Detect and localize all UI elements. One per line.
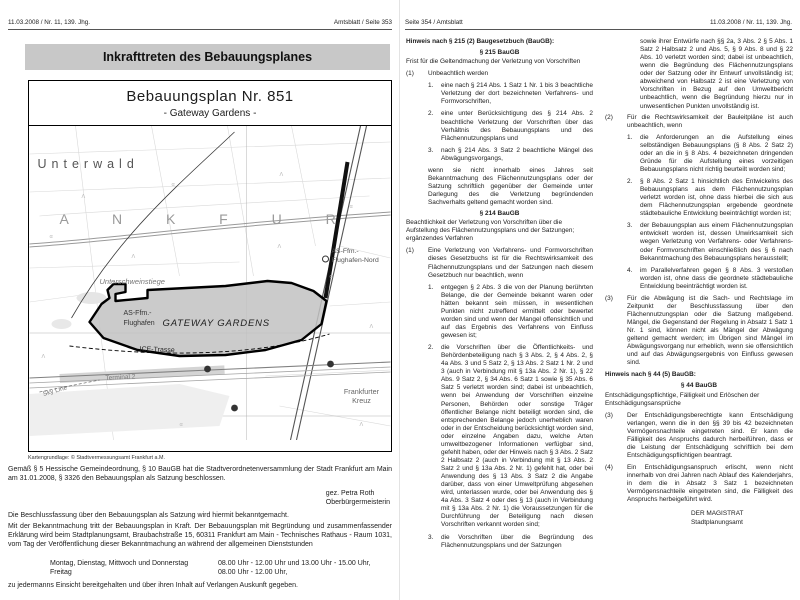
list-text: Für die Rechtswirksamkeit der Bauleitpläne ist auch unbeachtlich, wenn <box>627 113 793 129</box>
list-text: die Vorschriften über die Öffentlichkeits- und Behördenbeteiligung nach § 3 Abs. 2, § 4 Abs. 2, § 4a Abs. 3 und 5 Satz 2, § 13 Abs. 2 Satz 1 Nr. 2 und 3 (auch in Verbindung mit § 13a Abs. 2 Nr. 1), § 22 Abs. 9 Satz 2, § 34 Abs. 6 Satz 1 sowie § 35 Abs. 6 Satz 5 verletzt worden sind; dabei ist unbeachtlich, wenn bei Anwendung der Vorschriften einzelne Personen, Behörden oder sonstige Träger öffentlicher Belange nicht beteiligt worden sind, die entsprechenden Belange jedoch unerheblich waren oder in der Entscheidung berücksichtigt worden sind, oder einzelne Angaben dazu, welche Arten umweltbezogener Informationen verfügbar sind, gefehlt haben, oder der Hinweis nach § 3 Abs. 2 Satz 2 Halbsatz 2 (auch in Verbindung mit § 13 Abs. 2 Satz 2 und § 13a Abs. 2 Nr. 1) gefehlt hat, oder bei Anwendung des § 13 Abs. 3 Satz 2 die Angabe darüber, dass von einer Umweltprüfung abgesehen wird, unterlassen wurde, oder bei Anwendung des § 4a Abs. 3 Satz 4 oder des § 13 (auch in Verbindung mit § 13a Abs. 2 Nr. 1) die Voraussetzungen für die Durchführung der Beteiligung nach diesen Vorschriften verkannt worden sind; <box>441 344 593 529</box>
list-text: § 8 Abs. 2 Satz 1 hinsichtlich des Entwickelns des Bebauungsplans aus dem Flächennutzungsplan verletzt worden ist, ohne dass hierbei die sich aus dem Flächennutzungsplan ergebende geordnete städtebauliche Entwicklung beeinträchtigt worden ist; <box>640 178 793 218</box>
list-text: der Bebauungsplan aus einem Flächennutzungsplan entwickelt worden ist, dessen Unwirksamkeit sich wegen Verletzung von Verfahrens- oder Verfahrens- oder Formvorschriften einschließlich des § 6 nach Bekanntmachung des Bebauungsplans herausstellt; <box>640 222 793 262</box>
list-marker: 2. <box>428 344 434 352</box>
left-page-header <box>8 19 392 30</box>
map-label-terminal-2: Terminal 2 <box>105 373 136 382</box>
svg-text:α: α <box>349 204 353 210</box>
list-item <box>406 247 593 279</box>
map-label-frankfurter-kreuz-1: Frankfurter <box>343 387 380 396</box>
plan-map <box>29 126 391 440</box>
svg-text:Λ: Λ <box>369 324 374 330</box>
list-item <box>605 295 793 368</box>
list-item <box>605 114 793 130</box>
list-text: eine unter Berücksichtigung des § 214 Abs. 2 beachtliche Verletzung der Vorschriften über das Verhältnis des Bebauungsplans und des Flächennutzungsplans und <box>441 110 593 142</box>
map-caption: Kartengrundlage: © Stadtvermessungsamt Frankfurt a.M. <box>28 455 166 461</box>
list-text: eine nach § 214 Abs. 1 Satz 1 Nr. 1 bis 3 beachtliche Verletzung der dort bezeichneten Verfahrens- und Formvorschriften, <box>441 82 593 106</box>
signature-name: gez. Petra Roth <box>325 490 375 497</box>
plan-title-block <box>29 81 391 126</box>
list-text: Der Entschädigungsberechtigte kann Entschädigung verlangen, wenn die in den §§ 39 bis 42 bezeichneten Vermögensnachteile eingetreten sind. Er kann die Fälligkeit des Anspruchs dadurch herbeiführen, dass er die Leistung der Entschädigung schriftlich bei dem Entschädigungspflichtigen beantragt. <box>627 411 793 459</box>
right-column-2 <box>605 38 793 528</box>
svg-text:Λ: Λ <box>81 194 86 200</box>
list-marker: 2. <box>428 110 434 118</box>
list-item <box>428 534 593 550</box>
paragraph-215-tail: wenn sie nicht innerhalb eines Jahres seit Bekanntmachung des Flächennutzungsplans oder der Satzung schriftlich gegenüber der Gemeinde unter Darlegung des die Verletzung begründenden Sachverhalts geltend gemacht worden sind. <box>428 166 593 207</box>
list-item <box>605 464 793 504</box>
closing-stadtplanungsamt: Stadtplanungsamt <box>691 519 743 527</box>
paragraph-announcement: Die Beschlussfassung über den Bebauungsplan als Satzung wird hiermit bekanntgemacht. <box>8 512 289 519</box>
svg-text:α: α <box>179 422 183 428</box>
section-44-title: § 44 BauGB <box>680 382 718 390</box>
section-214-subtitle: Beachtlichkeit der Verletzung von Vorschriften über die Aufstellung des Flächennutzungsplans und der Satzungen; ergänzendes Verfahren <box>406 219 575 243</box>
map-label-unterschweinstiege: Unterschweinstiege <box>99 277 165 286</box>
list-item <box>428 147 593 163</box>
list-marker: 1. <box>428 82 434 90</box>
list-marker: (2) <box>605 113 613 121</box>
closing-magistrat: DER MAGISTRAT <box>691 510 744 518</box>
map-route-badge-1 <box>204 366 211 373</box>
list-item <box>605 412 793 460</box>
hours-time: 08.00 Uhr - 12.00 Uhr und 13.00 Uhr - 15.00 Uhr, <box>218 560 371 567</box>
paragraph-resolution: Gemäß § 5 Hessische Gemeindeordnung, § 10 BauGB hat die Stadtverordnetenversammlung der Stadt Frankfurt am Main am 31.01.2008, § 3326 den Bebauungsplan als Satzung beschlossen. <box>8 466 392 482</box>
list-text: nach § 214 Abs. 3 Satz 2 beachtliche Mängel des Abwägungsvorgangs, <box>441 146 593 162</box>
map-junction-badge-north <box>323 256 329 262</box>
hours-days: Montag, Dienstag, Mittwoch und Donnerstag <box>50 560 189 567</box>
hours-row <box>50 568 390 577</box>
signature-block <box>326 489 390 507</box>
list-text: Ein Entschädigungsanspruch erlischt, wenn nicht innerhalb von drei Jahren nach Ablauf des Kalenderjahrs, in dem die in Absatz 3 Satz 1 bezeichneten Vermögensnachteile eingetreten sind, die Fälligkeit des Anspruchs herbeigeführt wird. <box>627 464 793 504</box>
svg-text:α: α <box>329 274 333 280</box>
section-214-title: § 214 BauGB <box>479 210 520 218</box>
map-label-unterwald: Unterwald <box>37 157 139 171</box>
paragraph-closing: zu jedermanns Einsicht bereitgehalten und über ihren Inhalt auf Verlangen Auskunft gegeben. <box>8 582 298 589</box>
paragraph-inspection: Mit der Bekanntmachung tritt der Bebauungsplan in Kraft. Der Bebauungsplan mit Begründung und zusammenfassender Erklärung wird beim Stadtplanungsamt, Braubachstraße 15, 60311 Frankfurt am Main - Technisches Rathaus - Raum 1031, vom Tag der Veröffentlichung dieser Bekanntmachung an während der allgemeinen Dienststunden <box>8 523 392 548</box>
right-page-header <box>405 19 792 30</box>
list-text: entgegen § 2 Abs. 3 die von der Planung berührten Belange, die der Gemeinde bekannt waren oder hätten bekannt sein müssen, in wesentlichen Punkten nicht zutreffend ermittelt oder bewertet worden sind und wenn der Mangel offensichtlich und auf das Ergebnis des Verfahrens von Einfluss gewesen ist; <box>441 283 593 339</box>
map-label-frankfurt-letters: A N K F U R <box>59 211 356 227</box>
section-215-title: § 215 BauGB <box>479 49 520 57</box>
svg-text:Λ: Λ <box>279 172 284 178</box>
list-item <box>627 222 793 262</box>
map-label-gateway-gardens: GATEWAY GARDENS <box>162 318 270 329</box>
map-label-as-flughafen-2: Flughafen <box>123 320 155 327</box>
map-label-as-flughafen-1: AS-Ffm.- <box>123 310 152 317</box>
list-marker: (4) <box>605 464 613 471</box>
svg-text:Λ: Λ <box>131 254 136 260</box>
opening-hours <box>50 559 390 577</box>
list-marker: 4. <box>627 266 633 274</box>
list-marker: 3. <box>627 222 633 230</box>
plan-figure <box>28 80 392 452</box>
list-text: Für die Abwägung ist die Sach- und Rechtslage im Zeitpunkt der Beschlussfassung über den Flächennutzungsplan oder die Satzung maßgebend. Mängel, die Gegenstand der Regelung in Absatz 1 Satz 1 Nr. 1 sind, können nicht als Mängel der Abwägung geltend gemacht werden; im Übrigen sind Mängel im Abwägungsvorgang nur erheblich, wenn sie offensichtlich und auf das Abwägungsergebnis von Einfluss gewesen sind. <box>627 294 793 367</box>
svg-text:Λ: Λ <box>359 422 364 428</box>
plan-number: Bebauungsplan Nr. 851 <box>126 88 294 105</box>
list-marker: (1) <box>406 70 414 78</box>
plan-name: - Gateway Gardens - <box>163 108 257 119</box>
list-item <box>627 178 793 218</box>
section-44-subtitle: Entschädigungspflichtige, Fälligkeit und Erlöschen der Entschädigungsansprüche <box>605 391 760 407</box>
map-label-sky-line: Sky Line <box>42 384 69 398</box>
left-header-issue: 11.03.2008 / Nr. 11, 139. Jhg. <box>8 19 91 26</box>
list-text: Eine Verletzung von Verfahrens- und Formvorschriften dieses Gesetzbuchs ist für die Rechtswirksamkeit des Flächennutzungsplans und der Satzungen nach diesem Gesetzbuch nur beachtlich, wenn <box>428 247 593 279</box>
map-label-ice-trasse: ICE-Trasse <box>139 346 175 355</box>
signature-role: Oberbürgermeisterin <box>325 499 390 507</box>
right-header-issue: 11.03.2008 / Nr. 11, 139. Jhg. <box>709 19 792 26</box>
hours-days: Freitag <box>50 569 72 577</box>
list-item <box>627 267 793 291</box>
section-215-subtitle: Frist für die Geltendmachung der Verletzung von Vorschriften <box>406 58 581 66</box>
section-44-heading: Hinweis nach § 44 (5) BauGB: <box>605 371 696 379</box>
right-column-1 <box>406 38 593 554</box>
closing-block <box>691 510 793 527</box>
list-marker: 3. <box>428 146 434 154</box>
svg-text:α: α <box>171 182 175 188</box>
list-marker: (3) <box>605 411 613 419</box>
list-marker: 1. <box>428 283 434 291</box>
title-banner: Inkrafttreten des Bebauungsplanes <box>25 44 390 70</box>
svg-text:Λ: Λ <box>41 354 46 360</box>
list-item <box>627 134 793 174</box>
list-item <box>428 82 593 106</box>
map-label-as-nord-1: AS-Ffm.- <box>331 248 359 255</box>
map-pond-small <box>52 319 72 329</box>
svg-text:Λ: Λ <box>277 244 282 250</box>
paragraph-214-continuation: sowie ihrer Entwürfe nach §§ 2a, 3 Abs. 2 § 5 Abs. 1 Satz 2 Halbsatz 2 und Abs. 5, § 9 Abs. 8 und § 22 Abs. 10 verletzt worden sind; dabei ist unbeachtlich, wenn die Begründung des Flächennutzungsplans oder der Satzung oder ihr Entwurf unvollständig ist; abweichend von Halbsatz 2 ist eine Verletzung von Vorschriften in Bezug auf den Umweltbericht unbeachtlich, wenn die Begründung hierzu nur in unwesentlichen Punkten unvollständig ist. <box>640 38 793 110</box>
list-text: Unbeachtlich werden <box>428 70 489 78</box>
list-marker: 3. <box>428 533 434 541</box>
list-item <box>428 344 593 529</box>
list-marker: (3) <box>605 294 613 302</box>
map-route-badge-3 <box>231 405 238 412</box>
list-text: im Parallelverfahren gegen § 8 Abs. 3 verstoßen worden ist, ohne dass die geordnete städtebauliche Entwicklung beeinträchtigt worden ist. <box>640 266 793 290</box>
list-item <box>406 70 593 78</box>
left-header-page: Amtsblatt / Seite 353 <box>333 19 392 26</box>
list-marker: 1. <box>627 133 633 141</box>
hours-time: 08.00 Uhr - 12.00 Uhr, <box>218 569 288 577</box>
right-header-page: Seite 354 / Amtsblatt <box>405 19 463 26</box>
map-route-badge-2 <box>327 361 334 368</box>
section-215-heading: Hinweis nach § 215 (2) Baugesetzbuch (BauGB): <box>406 38 555 45</box>
list-item <box>428 284 593 340</box>
list-text: die Anforderungen an die Aufstellung eines selbständigen Bebauungsplans (§ 8 Abs. 2 Satz 2) oder an die in § 8 Abs. 4 bezeichneten dringenden Gründe für die Aufstellung eines vorzeitigen Bebauungsplans nicht richtig beurteilt worden sind; <box>640 133 793 173</box>
list-marker: (1) <box>406 247 414 255</box>
page-right <box>400 0 800 600</box>
map-label-frankfurter-kreuz-2: Kreuz <box>352 396 371 405</box>
hours-row <box>50 559 390 568</box>
list-marker: 2. <box>627 178 633 185</box>
map-label-as-nord-2: Flughafen-Nord <box>331 257 379 264</box>
list-item <box>428 110 593 142</box>
svg-text:α: α <box>49 234 53 240</box>
list-text: die Vorschriften über die Begründung des Flächennutzungsplans und der Satzungen <box>441 533 593 549</box>
